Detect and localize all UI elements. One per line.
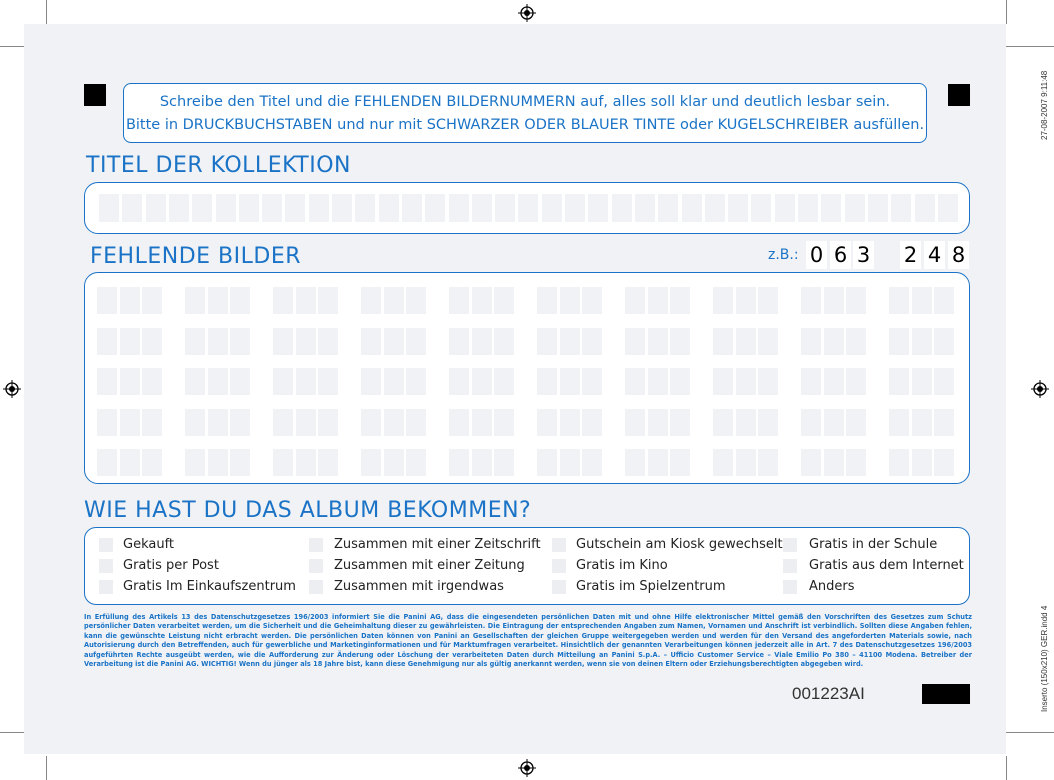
title-char-cell[interactable] (262, 194, 282, 222)
number-digit-cell[interactable] (384, 409, 404, 436)
trim-mark (1006, 0, 1007, 24)
title-char-cell[interactable] (285, 194, 305, 222)
number-digit-cell[interactable] (406, 409, 426, 436)
number-digit-cell[interactable] (185, 287, 205, 314)
number-digit-cell[interactable] (384, 328, 404, 355)
title-char-cell[interactable] (425, 194, 445, 222)
number-digit-cell[interactable] (318, 287, 338, 314)
number-digit-cell[interactable] (713, 449, 733, 476)
number-digit-cell[interactable] (406, 449, 426, 476)
number-digit-cell[interactable] (934, 449, 954, 476)
number-digit-cell[interactable] (185, 328, 205, 355)
option-label: Gutschein am Kiosk gewechselt (576, 537, 783, 552)
number-digit-cell[interactable] (713, 368, 733, 395)
number-digit-cell[interactable] (889, 409, 909, 436)
number-digit-cell[interactable] (296, 449, 316, 476)
form-code: 001223AI (792, 684, 865, 703)
number-digit-cell[interactable] (537, 368, 557, 395)
side-file: Inserto (150x210) GER.indd 4 (1040, 605, 1049, 712)
number-digit-cell[interactable] (670, 328, 690, 355)
example-digit: 2 (900, 241, 921, 269)
number-digit-cell[interactable] (736, 287, 756, 314)
number-digit-cell[interactable] (582, 287, 602, 314)
number-digit-cell[interactable] (537, 328, 557, 355)
number-digit-cell[interactable] (208, 449, 228, 476)
option-label: Gekauft (123, 537, 175, 552)
title-char-cell[interactable] (845, 194, 865, 222)
how-heading: WIE HAST DU DAS ALBUM BEKOMMEN? (84, 498, 532, 523)
number-digit-cell[interactable] (120, 449, 140, 476)
number-digit-cell[interactable] (648, 449, 668, 476)
number-digit-cell[interactable] (758, 328, 778, 355)
title-heading: TITEL DER KOLLEKTION (86, 153, 352, 178)
number-digit-cell[interactable] (824, 449, 844, 476)
number-digit-cell[interactable] (736, 328, 756, 355)
number-digit-cell[interactable] (801, 328, 821, 355)
number-digit-cell[interactable] (889, 368, 909, 395)
number-digit-cell[interactable] (670, 449, 690, 476)
number-digit-cell[interactable] (582, 449, 602, 476)
option-checkbox[interactable] (552, 538, 566, 552)
title-char-cell[interactable] (495, 194, 515, 222)
number-digit-cell[interactable] (185, 368, 205, 395)
number-digit-cell[interactable] (625, 449, 645, 476)
trim-mark (46, 756, 47, 780)
number-digit-cell[interactable] (120, 287, 140, 314)
title-char-cell[interactable] (355, 194, 375, 222)
option-label: Gratis in der Schule (809, 537, 938, 552)
number-digit-cell[interactable] (97, 328, 117, 355)
option-checkbox[interactable] (309, 580, 323, 594)
title-char-cell[interactable] (192, 194, 212, 222)
number-digit-cell[interactable] (736, 449, 756, 476)
title-char-cell[interactable] (775, 194, 795, 222)
number-digit-cell[interactable] (384, 368, 404, 395)
options-box (84, 527, 970, 605)
number-digit-cell[interactable] (230, 287, 250, 314)
number-digit-cell[interactable] (537, 449, 557, 476)
number-digit-cell[interactable] (846, 449, 866, 476)
scan-marker (84, 84, 106, 106)
number-digit-cell[interactable] (582, 409, 602, 436)
number-digit-cell[interactable] (472, 449, 492, 476)
option-checkbox[interactable] (783, 580, 797, 594)
number-digit-cell[interactable] (889, 287, 909, 314)
number-digit-cell[interactable] (625, 409, 645, 436)
title-char-cell[interactable] (379, 194, 399, 222)
number-digit-cell[interactable] (625, 368, 645, 395)
number-digit-cell[interactable] (582, 368, 602, 395)
number-digit-cell[interactable] (912, 328, 932, 355)
number-digit-cell[interactable] (625, 328, 645, 355)
number-digit-cell[interactable] (494, 449, 514, 476)
number-digit-cell[interactable] (648, 328, 668, 355)
number-digit-cell[interactable] (537, 409, 557, 436)
number-digit-cell[interactable] (560, 449, 580, 476)
number-digit-cell[interactable] (230, 328, 250, 355)
instructions-box (123, 83, 927, 143)
number-digit-cell[interactable] (736, 368, 756, 395)
title-char-cell[interactable] (518, 194, 538, 222)
number-digit-cell[interactable] (142, 328, 162, 355)
number-digit-cell[interactable] (361, 449, 381, 476)
option-checkbox[interactable] (783, 559, 797, 573)
number-digit-cell[interactable] (230, 409, 250, 436)
title-char-cell[interactable] (751, 194, 771, 222)
number-digit-cell[interactable] (185, 409, 205, 436)
number-digit-cell[interactable] (713, 328, 733, 355)
example-digit: 4 (924, 241, 945, 269)
number-digit-cell[interactable] (406, 287, 426, 314)
title-char-cell[interactable] (146, 194, 166, 222)
number-digit-cell[interactable] (670, 409, 690, 436)
option-label: Gratis im Spielzentrum (576, 579, 726, 594)
number-digit-cell[interactable] (648, 287, 668, 314)
number-digit-cell[interactable] (560, 409, 580, 436)
black-bar (922, 684, 970, 704)
number-digit-cell[interactable] (934, 368, 954, 395)
trim-mark (1006, 732, 1054, 733)
number-digit-cell[interactable] (142, 409, 162, 436)
number-digit-cell[interactable] (934, 328, 954, 355)
title-char-cell[interactable] (635, 194, 655, 222)
trim-mark (0, 732, 24, 733)
number-digit-cell[interactable] (296, 287, 316, 314)
option-checkbox[interactable] (783, 538, 797, 552)
number-digit-cell[interactable] (801, 449, 821, 476)
number-digit-cell[interactable] (384, 287, 404, 314)
example-digit: 8 (948, 241, 969, 269)
number-digit-cell[interactable] (846, 409, 866, 436)
title-char-cell[interactable] (216, 194, 236, 222)
title-char-cell[interactable] (122, 194, 142, 222)
option-checkbox[interactable] (552, 580, 566, 594)
number-digit-cell[interactable] (449, 409, 469, 436)
trim-mark (0, 46, 24, 47)
number-digit-cell[interactable] (824, 409, 844, 436)
number-digit-cell[interactable] (208, 328, 228, 355)
number-digit-cell[interactable] (449, 449, 469, 476)
number-digit-cell[interactable] (273, 287, 293, 314)
number-digit-cell[interactable] (824, 368, 844, 395)
number-digit-cell[interactable] (824, 287, 844, 314)
number-digit-cell[interactable] (758, 409, 778, 436)
trim-mark (46, 0, 47, 24)
trim-mark (1006, 756, 1007, 780)
number-digit-cell[interactable] (758, 368, 778, 395)
title-char-cell[interactable] (891, 194, 911, 222)
number-digit-cell[interactable] (912, 287, 932, 314)
number-digit-cell[interactable] (273, 409, 293, 436)
title-char-cell[interactable] (472, 194, 492, 222)
title-char-cell[interactable] (169, 194, 189, 222)
number-digit-cell[interactable] (846, 328, 866, 355)
number-digit-cell[interactable] (889, 328, 909, 355)
number-digit-cell[interactable] (185, 449, 205, 476)
number-digit-cell[interactable] (758, 287, 778, 314)
number-digit-cell[interactable] (97, 449, 117, 476)
number-digit-cell[interactable] (273, 328, 293, 355)
number-digit-cell[interactable] (361, 409, 381, 436)
number-digit-cell[interactable] (494, 328, 514, 355)
title-char-cell[interactable] (868, 194, 888, 222)
number-digit-cell[interactable] (560, 287, 580, 314)
title-input-box[interactable] (84, 182, 970, 234)
registration-mark-icon (3, 380, 21, 398)
number-digit-cell[interactable] (120, 409, 140, 436)
number-digit-cell[interactable] (296, 328, 316, 355)
number-digit-cell[interactable] (120, 328, 140, 355)
number-digit-cell[interactable] (361, 287, 381, 314)
example-digit: 6 (830, 241, 851, 269)
title-char-cell[interactable] (682, 194, 702, 222)
number-digit-cell[interactable] (406, 328, 426, 355)
number-digit-cell[interactable] (318, 409, 338, 436)
number-digit-cell[interactable] (625, 287, 645, 314)
number-digit-cell[interactable] (208, 287, 228, 314)
title-char-cell[interactable] (705, 194, 725, 222)
number-digit-cell[interactable] (142, 287, 162, 314)
number-digit-cell[interactable] (801, 409, 821, 436)
option-label: Gratis im Kino (576, 558, 668, 573)
title-char-cell[interactable] (239, 194, 259, 222)
title-char-cell[interactable] (588, 194, 608, 222)
number-digit-cell[interactable] (361, 368, 381, 395)
title-char-cell[interactable] (658, 194, 678, 222)
number-digit-cell[interactable] (472, 328, 492, 355)
option-checkbox[interactable] (309, 559, 323, 573)
number-digit-cell[interactable] (97, 368, 117, 395)
number-digit-cell[interactable] (934, 409, 954, 436)
title-char-cell[interactable] (565, 194, 585, 222)
number-digit-cell[interactable] (846, 287, 866, 314)
instructions-line-2: Bitte in DRUCKBUCHSTABEN und nur mit SCHWARZER ODER BLAUER TINTE oder KUGELSCHREIBER ausfüllen. (125, 117, 925, 133)
option-checkbox[interactable] (99, 538, 113, 552)
number-digit-cell[interactable] (449, 368, 469, 395)
example-digit: 0 (806, 241, 827, 269)
option-checkbox[interactable] (309, 538, 323, 552)
number-digit-cell[interactable] (582, 328, 602, 355)
number-digit-cell[interactable] (560, 328, 580, 355)
number-digit-cell[interactable] (758, 449, 778, 476)
number-digit-cell[interactable] (713, 287, 733, 314)
option-label: Zusammen mit irgendwas (334, 579, 504, 594)
number-digit-cell[interactable] (736, 409, 756, 436)
number-digit-cell[interactable] (208, 409, 228, 436)
number-digit-cell[interactable] (670, 368, 690, 395)
number-digit-cell[interactable] (230, 368, 250, 395)
number-digit-cell[interactable] (142, 449, 162, 476)
number-digit-cell[interactable] (142, 368, 162, 395)
registration-mark-icon (518, 759, 536, 777)
title-char-cell[interactable] (99, 194, 119, 222)
number-digit-cell[interactable] (472, 368, 492, 395)
option-label: Anders (809, 579, 855, 594)
number-digit-cell[interactable] (406, 368, 426, 395)
number-digit-cell[interactable] (560, 368, 580, 395)
number-digit-cell[interactable] (912, 368, 932, 395)
number-digit-cell[interactable] (120, 368, 140, 395)
number-digit-cell[interactable] (889, 449, 909, 476)
number-digit-cell[interactable] (801, 287, 821, 314)
option-label: Gratis per Post (123, 558, 219, 573)
number-digit-cell[interactable] (472, 287, 492, 314)
number-digit-cell[interactable] (934, 287, 954, 314)
missing-numbers-grid (84, 272, 970, 484)
title-char-cell[interactable] (728, 194, 748, 222)
number-digit-cell[interactable] (449, 328, 469, 355)
title-char-cell[interactable] (798, 194, 818, 222)
option-label: Gratis aus dem Internet (809, 558, 964, 573)
title-char-cell[interactable] (402, 194, 422, 222)
number-digit-cell[interactable] (846, 368, 866, 395)
instructions-line-1: Schreibe den Titel und die FEHLENDEN BILDERNUMMERN auf, alles soll klar und deutlich lesbar sein. (159, 94, 891, 110)
number-digit-cell[interactable] (273, 449, 293, 476)
number-digit-cell[interactable] (713, 409, 733, 436)
title-char-cell[interactable] (612, 194, 632, 222)
number-digit-cell[interactable] (97, 409, 117, 436)
number-digit-cell[interactable] (801, 368, 821, 395)
number-digit-cell[interactable] (494, 409, 514, 436)
title-char-cell[interactable] (821, 194, 841, 222)
number-digit-cell[interactable] (648, 368, 668, 395)
title-char-cell[interactable] (542, 194, 562, 222)
scan-marker (948, 84, 970, 106)
number-digit-cell[interactable] (824, 328, 844, 355)
number-digit-cell[interactable] (318, 368, 338, 395)
title-char-cell[interactable] (449, 194, 469, 222)
number-digit-cell[interactable] (912, 409, 932, 436)
number-digit-cell[interactable] (449, 287, 469, 314)
number-digit-cell[interactable] (537, 287, 557, 314)
trim-mark (1006, 46, 1054, 47)
title-char-cell[interactable] (938, 194, 958, 222)
number-digit-cell[interactable] (296, 368, 316, 395)
number-digit-cell[interactable] (361, 328, 381, 355)
number-digit-cell[interactable] (318, 328, 338, 355)
title-char-cell[interactable] (915, 194, 935, 222)
registration-mark-icon (518, 4, 536, 22)
title-char-cell[interactable] (332, 194, 352, 222)
legal-text: In Erfüllung des Artikels 13 des Datenschutzgesetzes 196/2003 informiert Sie die Panini AG, dass die eingesendeten persönlichen Daten mit und ohne Hilfe elektronischer Mittel gemäß den Vorschriften des Gesetzes zum Schutz persönlicher Daten verarbeitet werden, um die Sicherheit und die Geheimhaltung dieser zu gewährleisten. Die Eintragung der entsprechenden Angaben zum Namen, Vornamen und Anschrift ist verbindlich. Sollten diese Angaben fehlen, kann die gewünschte Leistung nicht erbracht werden. Die persönlichen Daten können von Panini an Gesellschaften der gleichen Gruppe weitergegeben werden und werden für den Versand des angeforderten Materials sowie, nach Autorisierung durch den Betreffenden, auch für gewerbliche und Marketinginformationen und für Marktumfragen verarbeitet. Hinsichtlich der genannten Verarbeitungen können jederzeit alle in Art. 7 des Datenschutzgesetzes 196/2003 aufgeführten Rechte ausgeübt werden, wie die Aufforderung zur Änderung oder Löschung der verarbeiteten Daten durch Mitteilung an Panini S.p.A. – Ufficio Customer Service – Viale Emilio Po 380 – 41100 Modena. Betreiber der Verarbeitung ist die Panini AG. WICHTIG! Wenn du jünger als 18 Jahre bist, kann diese Genehmigung nur als gültig anerkannt werden, wenn sie von deinen Eltern oder Erziehungsberechtigten abgegeben wird. (84, 613, 972, 669)
number-digit-cell[interactable] (273, 368, 293, 395)
number-digit-cell[interactable] (230, 449, 250, 476)
registration-mark-icon (1031, 380, 1049, 398)
missing-heading: FEHLENDE BILDER (90, 244, 302, 269)
number-digit-cell[interactable] (912, 449, 932, 476)
option-label: Zusammen mit einer Zeitung (334, 558, 525, 573)
title-char-cell[interactable] (309, 194, 329, 222)
number-digit-cell[interactable] (494, 287, 514, 314)
option-checkbox[interactable] (552, 559, 566, 573)
option-label: Zusammen mit einer Zeitschrift (334, 537, 541, 552)
number-digit-cell[interactable] (318, 449, 338, 476)
number-digit-cell[interactable] (670, 287, 690, 314)
side-date: 27-08-2007 9:11:48 (1040, 70, 1049, 140)
option-checkbox[interactable] (99, 559, 113, 573)
number-digit-cell[interactable] (472, 409, 492, 436)
number-digit-cell[interactable] (208, 368, 228, 395)
option-checkbox[interactable] (99, 580, 113, 594)
number-digit-cell[interactable] (296, 409, 316, 436)
number-digit-cell[interactable] (384, 449, 404, 476)
example-label: z.B.: (768, 247, 799, 263)
example-digit: 3 (853, 241, 874, 269)
number-digit-cell[interactable] (494, 368, 514, 395)
number-digit-cell[interactable] (97, 287, 117, 314)
option-label: Gratis Im Einkaufszentrum (123, 579, 296, 594)
number-digit-cell[interactable] (648, 409, 668, 436)
